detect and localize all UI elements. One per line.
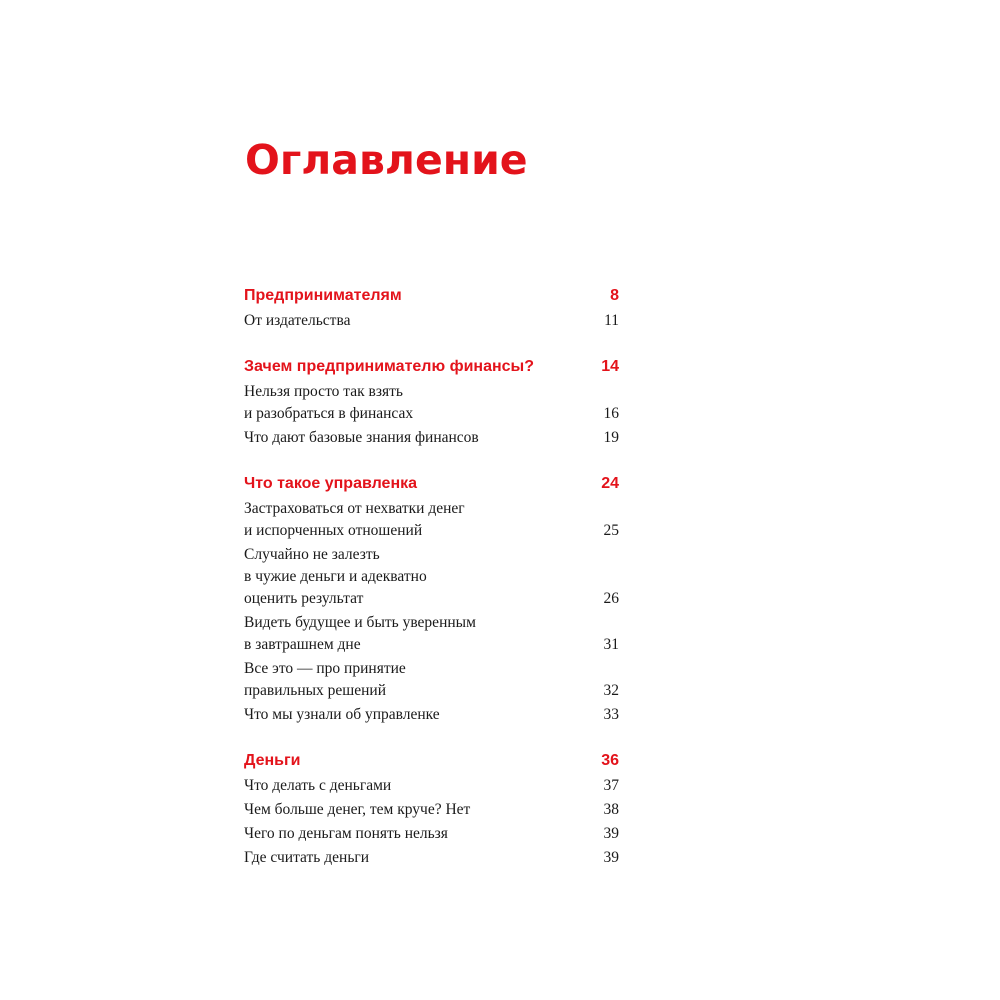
toc-entry[interactable]: [244, 498, 619, 542]
toc-section: [244, 355, 619, 449]
entry-page-number: 38: [603, 801, 619, 818]
entry-page-number: 39: [603, 825, 619, 842]
section-title: Что такое управленка: [244, 475, 418, 492]
toc-entry[interactable]: [244, 823, 619, 845]
toc-section: [244, 284, 619, 332]
entry-title: Чем больше денег, тем круче? Нет: [244, 801, 471, 818]
entry-page-number: 37: [603, 777, 619, 794]
section-page-number: 36: [601, 752, 619, 769]
toc-entry[interactable]: [244, 544, 619, 610]
entry-page-number: 19: [603, 429, 619, 446]
entry-title: Застраховаться от нехватки денег и испорченных отношений: [244, 500, 465, 539]
section-title: Деньги: [244, 752, 301, 769]
toc-entry[interactable]: [244, 658, 619, 702]
entry-page-number: 32: [603, 682, 619, 699]
section-title: Предпринимателям: [244, 287, 402, 304]
toc-entry[interactable]: [244, 612, 619, 656]
section-heading[interactable]: [244, 284, 619, 308]
section-heading[interactable]: [244, 749, 619, 773]
entry-page-number: 39: [603, 849, 619, 866]
section-page-number: 24: [601, 475, 619, 492]
entry-title: Видеть будущее и быть уверенным в завтрашнем дне: [244, 614, 476, 653]
toc-entry[interactable]: [244, 799, 619, 821]
toc-entry[interactable]: [244, 704, 619, 726]
entry-page-number: 11: [604, 312, 619, 329]
toc-entry[interactable]: [244, 847, 619, 869]
table-of-contents: [244, 284, 619, 892]
section-page-number: 14: [601, 358, 619, 375]
toc-entry[interactable]: [244, 310, 619, 332]
entry-page-number: 31: [603, 636, 619, 653]
toc-entry[interactable]: [244, 775, 619, 797]
section-title: Зачем предпринимателю финансы?: [244, 358, 534, 375]
section-heading[interactable]: [244, 472, 619, 496]
toc-section: [244, 472, 619, 726]
entry-page-number: 25: [603, 522, 619, 539]
entry-title: Случайно не залезть в чужие деньги и адекватно оценить результат: [244, 546, 427, 607]
entry-title: От издательства: [244, 312, 351, 329]
section-page-number: 8: [610, 287, 619, 304]
entry-title: Что дают базовые знания финансов: [244, 429, 479, 446]
entry-title: Что делать с деньгами: [244, 777, 392, 794]
entry-page-number: 33: [603, 706, 619, 723]
toc-section: [244, 749, 619, 869]
entry-title: Где считать деньги: [244, 849, 370, 866]
entry-title: Чего по деньгам понять нельзя: [244, 825, 448, 842]
entry-page-number: 26: [603, 590, 619, 607]
entry-title: Все это — про принятие правильных решений: [244, 660, 406, 699]
entry-title: Что мы узнали об управленке: [244, 706, 440, 723]
toc-entry[interactable]: [244, 427, 619, 449]
toc-entry[interactable]: [244, 381, 619, 425]
page-title: Оглавление: [245, 136, 528, 184]
section-heading[interactable]: [244, 355, 619, 379]
entry-title: Нельзя просто так взять и разобраться в финансах: [244, 383, 414, 422]
entry-page-number: 16: [603, 405, 619, 422]
